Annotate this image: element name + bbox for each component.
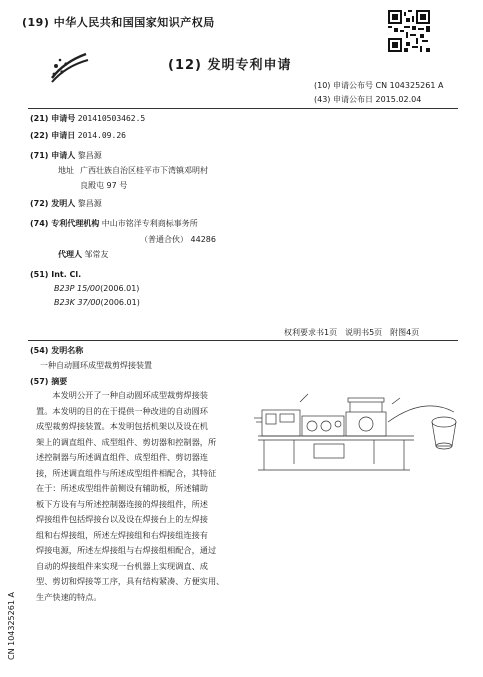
inventor: 黎昌源 [77, 199, 102, 208]
address-label: 地址 [58, 166, 74, 175]
agency-code: （普通合伙） 44286 [140, 235, 216, 244]
abstract-text [36, 388, 224, 605]
publication-date: (43) 申请公布日 2015.02.04 [314, 95, 422, 104]
office-name: (19) 中华人民共和国国家知识产权局 [22, 16, 215, 29]
abstract-line: 架上的调直组件、成型组件、剪切器和控制器，所 [36, 436, 217, 447]
abstract-line: 组和右焊接组，所述左焊接组和右焊接组连接有 [36, 529, 208, 540]
app-number: 201410503462.5 [77, 114, 146, 123]
abstract-line: 焊接组件包括焊接台以及设在焊接台上的左焊接 [36, 514, 208, 524]
app-number-label: (21) 申请号 [30, 114, 76, 123]
ipc-date-1: (2006.01) [100, 284, 140, 293]
cnipa-logo [46, 48, 92, 88]
header-rule [28, 108, 458, 109]
abstract-line: 自动的焊接组件来实现一台机器上实现调直、成 [36, 560, 208, 571]
agent: 邹常友 [84, 250, 109, 259]
section-rule [28, 340, 458, 341]
page-summary: 权利要求书1页 说明书5页 附图4页 [284, 328, 420, 337]
abstract-line: 板下方设有与所述控制器连接的焊接组件，所述 [36, 498, 208, 509]
inventor-row [30, 198, 102, 209]
address-line-1: 广西壮族自治区桂平市下湾镇邓明村 [80, 166, 208, 175]
applicant-label: (71) 申请人 [30, 151, 76, 160]
abstract-line: 生产快速的特点。 [36, 591, 102, 602]
abstract-line: 型、剪切和焊接等工序，具有结构紧凑、方便实用、 [36, 576, 225, 586]
abstract-line: 在于：所述成型组件前侧设有辅助板，所述辅助 [36, 483, 208, 493]
document-type: (12) 发明专利申请 [168, 58, 292, 73]
applicant: 黎昌源 [77, 151, 102, 160]
ipc-row-1 [54, 283, 139, 294]
abstract-line: 置。本发明的目的在于提供一种改进的自动圆环 [36, 405, 208, 416]
abstract-figure [254, 392, 466, 478]
agent-label: 代理人 [58, 250, 82, 259]
ipc-label: (51) Int. Cl. [30, 270, 82, 279]
agency-row [30, 218, 198, 229]
publication-number: (10) 申请公布号 CN 104325261 A [314, 81, 444, 90]
app-date-row [30, 130, 126, 141]
qr-code [388, 10, 430, 52]
app-number-row [30, 113, 145, 124]
agency-label: (74) 专利代理机构 [30, 219, 100, 228]
invention-name-label: (54) 发明名称 [30, 346, 84, 355]
abstract-line: 成型裁剪焊接装置。本发明包括机架以及设在机 [36, 421, 208, 431]
side-publication-number: CN 104325261 A [7, 592, 16, 660]
inventor-label: (72) 发明人 [30, 199, 76, 208]
abstract-line: 本发明公开了一种自动圆环成型裁剪焊接装 [36, 390, 208, 400]
ipc-row-2 [54, 297, 140, 308]
address-line-2: 良殿屯 97 号 [80, 181, 128, 190]
app-date: 2014.09.26 [77, 131, 126, 140]
ipc-code-2: B23K 37/00 [54, 298, 101, 307]
abstract-line: 焊接电源，所述左焊接组与右焊接组相配合，通过 [36, 545, 217, 555]
abstract-line: 述控制器与所述调直组件、成型组件、剪切器连 [36, 452, 208, 462]
abstract-line: 接，所述调直组件与所述成型组件相配合，其特征 [36, 467, 217, 478]
agent-row [58, 249, 109, 260]
abstract-label: (57) 摘要 [30, 377, 68, 386]
agency-name: 中山市铭洋专利商标事务所 [101, 219, 198, 228]
applicant-row [30, 150, 102, 161]
ipc-date-2: (2006.01) [100, 298, 140, 307]
invention-name: 一种自动圆环成型裁剪焊接装置 [40, 361, 152, 370]
app-date-label: (22) 申请日 [30, 131, 76, 140]
ipc-code-1: B23P 15/00 [54, 284, 101, 293]
